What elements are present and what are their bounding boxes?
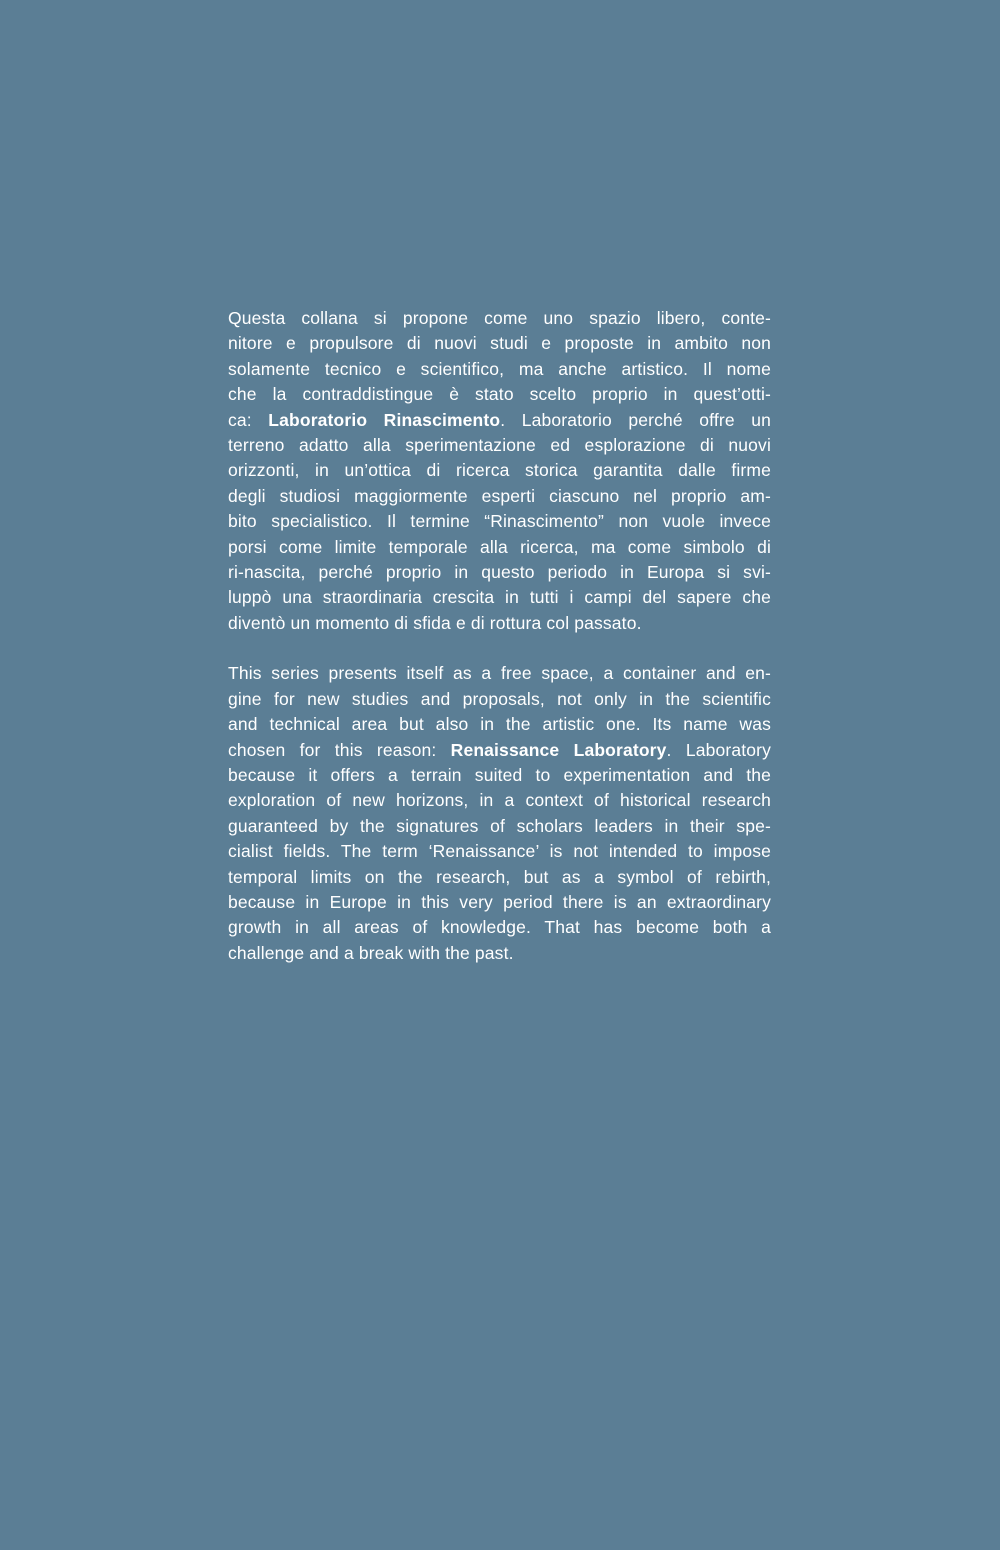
text-segment: orizzonti, in un’ottica di ricerca storica garantita dalle firme <box>228 460 771 481</box>
series-name-bold: Laboratorio Rinascimento <box>268 409 501 430</box>
text-segment: exploration of new horizons, in a context of historical research <box>228 790 771 811</box>
text-line <box>228 484 771 509</box>
text-segment: . Laboratorio perché offre un <box>500 409 772 430</box>
text-segment: ca: <box>228 409 269 430</box>
text-segment: . Laboratory <box>666 739 772 760</box>
text-line <box>228 535 771 560</box>
text-line <box>228 306 771 331</box>
text-segment: diventò un momento di sfida e di rottura col passato. <box>228 612 642 633</box>
text-segment: chosen for this reason: <box>228 739 451 760</box>
text-line <box>228 458 771 483</box>
text-line <box>228 331 771 356</box>
text-segment: guaranteed by the signatures of scholars leaders in their spe- <box>228 815 771 836</box>
text-segment: This series presents itself as a free space, a container and en- <box>228 663 771 684</box>
text-line <box>228 687 771 712</box>
text-line <box>228 712 771 737</box>
text-segment: Questa collana si propone come uno spazio libero, conte- <box>228 308 771 328</box>
series-description-english <box>228 661 771 966</box>
text-segment: because in Europe in this very period there is an extraordinary <box>228 891 771 912</box>
text-line <box>228 585 771 610</box>
text-segment: challenge and a break with the past. <box>228 942 514 963</box>
text-segment: nitore e propulsore di nuovi studi e proposte in ambito non <box>228 333 771 354</box>
text-line <box>228 788 771 813</box>
text-segment: luppò una straordinaria crescita in tutti i campi del sapere che <box>228 587 771 608</box>
text-line <box>228 915 771 940</box>
text-line <box>228 865 771 890</box>
text-segment: porsi come limite temporale alla ricerca, ma come simbolo di <box>228 536 771 557</box>
text-segment: solamente tecnico e scientifico, ma anche artistico. Il nome <box>228 358 771 379</box>
text-segment: che la contraddistingue è stato scelto proprio in quest’otti- <box>228 384 771 405</box>
text-line <box>228 890 771 915</box>
text-segment: growth in all areas of knowledge. That has become both a <box>228 917 771 938</box>
text-segment: cialist fields. The term ‘Renaissance’ is not intended to impose <box>228 841 771 862</box>
text-line <box>228 814 771 839</box>
text-segment: ri-nascita, perché proprio in questo periodo in Europa si svi- <box>228 561 771 582</box>
text-line <box>228 357 771 382</box>
text-line <box>228 661 771 686</box>
text-segment: gine for new studies and proposals, not only in the scientific <box>228 688 771 709</box>
text-line <box>228 763 771 788</box>
text-segment: and technical area but also in the artistic one. Its name was <box>228 714 771 735</box>
series-name-bold: Renaissance Laboratory <box>450 739 667 760</box>
text-line <box>228 611 771 636</box>
text-segment: terreno adatto alla sperimentazione ed esplorazione di nuovi <box>228 434 771 455</box>
series-description-italian <box>228 306 771 636</box>
text-line <box>228 509 771 534</box>
text-segment: degli studiosi maggiormente esperti ciascuno nel proprio am- <box>228 485 771 506</box>
text-line <box>228 408 771 433</box>
text-segment: because it offers a terrain suited to experimentation and the <box>228 765 771 786</box>
text-segment: temporal limits on the research, but as a symbol of rebirth, <box>228 866 771 887</box>
text-line <box>228 382 771 407</box>
text-line <box>228 560 771 585</box>
text-line <box>228 738 771 763</box>
text-line <box>228 839 771 864</box>
text-segment: bito specialistico. Il termine “Rinascimento” non vuole invece <box>228 511 771 532</box>
text-line <box>228 941 771 966</box>
text-line <box>228 433 771 458</box>
series-description-block <box>228 306 771 966</box>
